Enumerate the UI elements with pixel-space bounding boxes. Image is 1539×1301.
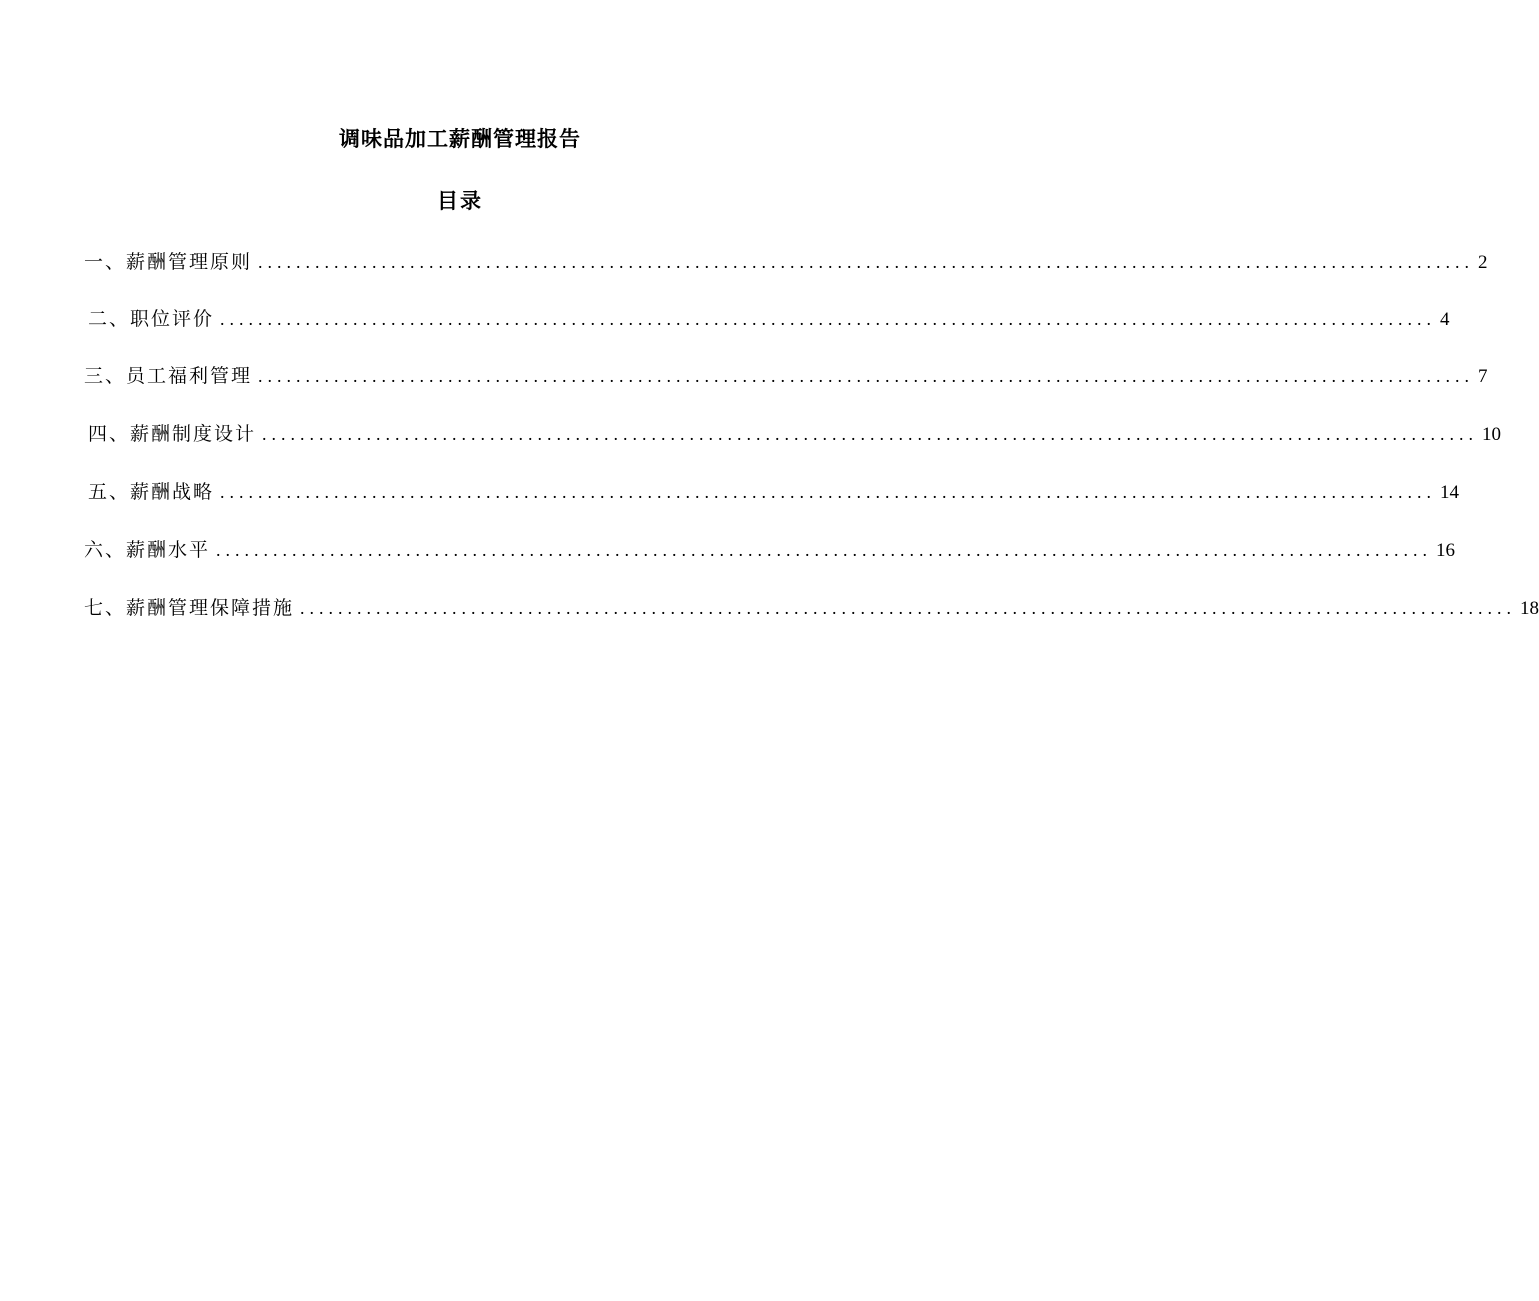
toc-dot-leader: ................................................................................................................................: [258, 252, 1475, 272]
toc-entry-label: 六、薪酬水平: [84, 539, 211, 561]
toc-dot-leader: ................................................................................................................................: [220, 482, 1437, 502]
toc-dot-leader: ................................................................................................................................: [262, 424, 1479, 444]
toc-entry-label: 七、薪酬管理保障措施: [84, 597, 295, 619]
toc-page-number: 18: [1520, 598, 1539, 619]
toc-entry-label: 一、薪酬管理原则: [84, 251, 253, 273]
toc-entry-7[interactable]: [84, 594, 1539, 622]
toc-page-number: 16: [1436, 540, 1456, 561]
toc-heading: 目录: [437, 189, 483, 213]
toc-entry-2[interactable]: [88, 305, 1450, 333]
toc-dot-leader: ................................................................................................................................: [220, 309, 1437, 329]
toc-entry-1[interactable]: [84, 248, 1488, 276]
toc-entry-label: 五、薪酬战略: [88, 481, 215, 503]
document-title: 调味品加工薪酬管理报告: [339, 127, 581, 151]
toc-page-number: 10: [1482, 424, 1502, 445]
toc-dot-leader: ................................................................................................................................: [258, 366, 1475, 386]
toc-entry-5[interactable]: [88, 478, 1460, 506]
toc-page-number: 7: [1478, 366, 1488, 387]
toc-page-number: 2: [1478, 252, 1488, 273]
toc-page-number: 14: [1440, 482, 1460, 503]
toc-entry-4[interactable]: [88, 420, 1502, 448]
toc-entry-3[interactable]: [84, 362, 1488, 390]
toc-entry-6[interactable]: [84, 536, 1456, 564]
toc-entry-label: 四、薪酬制度设计: [88, 423, 257, 445]
toc-entry-label: 二、职位评价: [88, 308, 215, 330]
toc-entry-label: 三、员工福利管理: [84, 365, 253, 387]
toc-dot-leader: ................................................................................................................................: [300, 598, 1517, 618]
toc-page-number: 4: [1440, 309, 1450, 330]
toc-dot-leader: ................................................................................................................................: [216, 540, 1433, 560]
